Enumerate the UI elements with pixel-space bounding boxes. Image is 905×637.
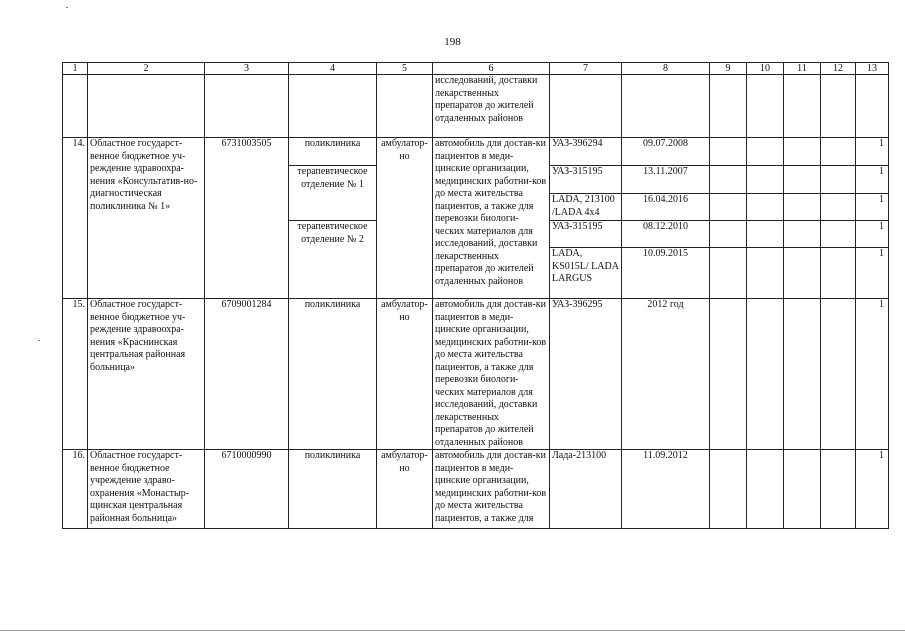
table-row xyxy=(63,450,889,529)
unit-cell: терапевтическое отделение № 1 xyxy=(289,166,377,221)
org-name: Областное государст-венное бюджетное уч-реждение здравоохра-нения «Краснинская центральная районная больница» xyxy=(88,299,205,450)
table-row xyxy=(63,138,889,166)
header-cell: 10 xyxy=(747,63,784,75)
vehicles-table xyxy=(62,62,889,529)
vehicle-count: 1 xyxy=(856,450,889,529)
unit-cell: терапевтическое отделение № 2 xyxy=(289,221,377,299)
vehicle-model: УАЗ-315195 xyxy=(550,221,622,248)
vehicle-model: LADA, KS015L/ LADA LARGUS xyxy=(550,248,622,299)
header-cell: 4 xyxy=(289,63,377,75)
header-cell: 5 xyxy=(377,63,433,75)
header-cell: 9 xyxy=(710,63,747,75)
purpose-cell: исследований, доставки лекарственных препаратов до жителей отдаленных районов xyxy=(433,75,550,138)
header-row xyxy=(63,63,889,75)
vehicle-date: 09.07.2008 xyxy=(622,138,710,166)
table-row xyxy=(63,299,889,450)
header-cell: 8 xyxy=(622,63,710,75)
scan-speck xyxy=(66,7,68,8)
scan-edge-line xyxy=(0,630,905,631)
purpose-cell: автомобиль для достав-ки пациентов в меди-цинские организации, медицинских работни-ков до места жительства пациентов, а также для перевозки биологи-ческих материалов для исследований, доставки лекарственных препаратов до жителей отдаленных районов xyxy=(433,138,550,299)
org-name: Областное государст-венное бюджетное учреждение здраво-охранения «Монастыр-щинская центральная районная больница» xyxy=(88,450,205,529)
service-type: амбулатор-но xyxy=(377,138,433,299)
row-number: 16. xyxy=(63,450,88,529)
vehicle-model: УАЗ-396295 xyxy=(550,299,622,450)
org-name: Областное государст-венное бюджетное уч-реждение здравоохра-нения «Консультатив-но-диагностическая поликлиника № 1» xyxy=(88,138,205,299)
inn-cell: 6731003505 xyxy=(205,138,289,299)
vehicle-model: УАЗ-396294 xyxy=(550,138,622,166)
header-cell: 13 xyxy=(856,63,889,75)
vehicle-date: 10.09.2015 xyxy=(622,248,710,299)
vehicle-count: 1 xyxy=(856,248,889,299)
vehicle-count: 1 xyxy=(856,166,889,194)
header-cell: 3 xyxy=(205,63,289,75)
vehicle-count: 1 xyxy=(856,194,889,221)
vehicle-date: 13.11.2007 xyxy=(622,166,710,194)
inn-cell: 6709001284 xyxy=(205,299,289,450)
inn-cell: 6710000990 xyxy=(205,450,289,529)
purpose-cell: автомобиль для достав-ки пациентов в меди-цинские организации, медицинских работни-ков до места жительства пациентов, а также для xyxy=(433,450,550,529)
vehicle-model: LADA, 213100 /LADA 4x4 xyxy=(550,194,622,221)
scan-speck xyxy=(38,340,40,341)
header-cell: 1 xyxy=(63,63,88,75)
vehicle-date: 08.12.2010 xyxy=(622,221,710,248)
header-cell: 12 xyxy=(821,63,856,75)
unit-cell: поликлиника xyxy=(289,138,377,166)
vehicle-count: 1 xyxy=(856,299,889,450)
purpose-cell: автомобиль для достав-ки пациентов в меди-цинские организации, медицинских работни-ков до места жительства пациентов, а также для перевозки биологи-ческих материалов для исследований, доставки лекарственных препаратов до жителей отдаленных районов xyxy=(433,299,550,450)
table-row xyxy=(63,75,889,138)
vehicle-count: 1 xyxy=(856,221,889,248)
header-cell: 7 xyxy=(550,63,622,75)
service-type: амбулатор-но xyxy=(377,299,433,450)
vehicle-model: Лада-213100 xyxy=(550,450,622,529)
vehicle-count: 1 xyxy=(856,138,889,166)
service-type: амбулатор-но xyxy=(377,450,433,529)
row-number: 15. xyxy=(63,299,88,450)
vehicle-date: 2012 год xyxy=(622,299,710,450)
row-number: 14. xyxy=(63,138,88,299)
unit-cell: поликлиника xyxy=(289,450,377,529)
header-cell: 6 xyxy=(433,63,550,75)
unit-cell: поликлиника xyxy=(289,299,377,450)
vehicle-date: 11.09.2012 xyxy=(622,450,710,529)
vehicle-date: 16.04.2016 xyxy=(622,194,710,221)
header-cell: 2 xyxy=(88,63,205,75)
header-cell: 11 xyxy=(784,63,821,75)
page-number: 198 xyxy=(444,36,461,48)
vehicle-model: УАЗ-315195 xyxy=(550,166,622,194)
